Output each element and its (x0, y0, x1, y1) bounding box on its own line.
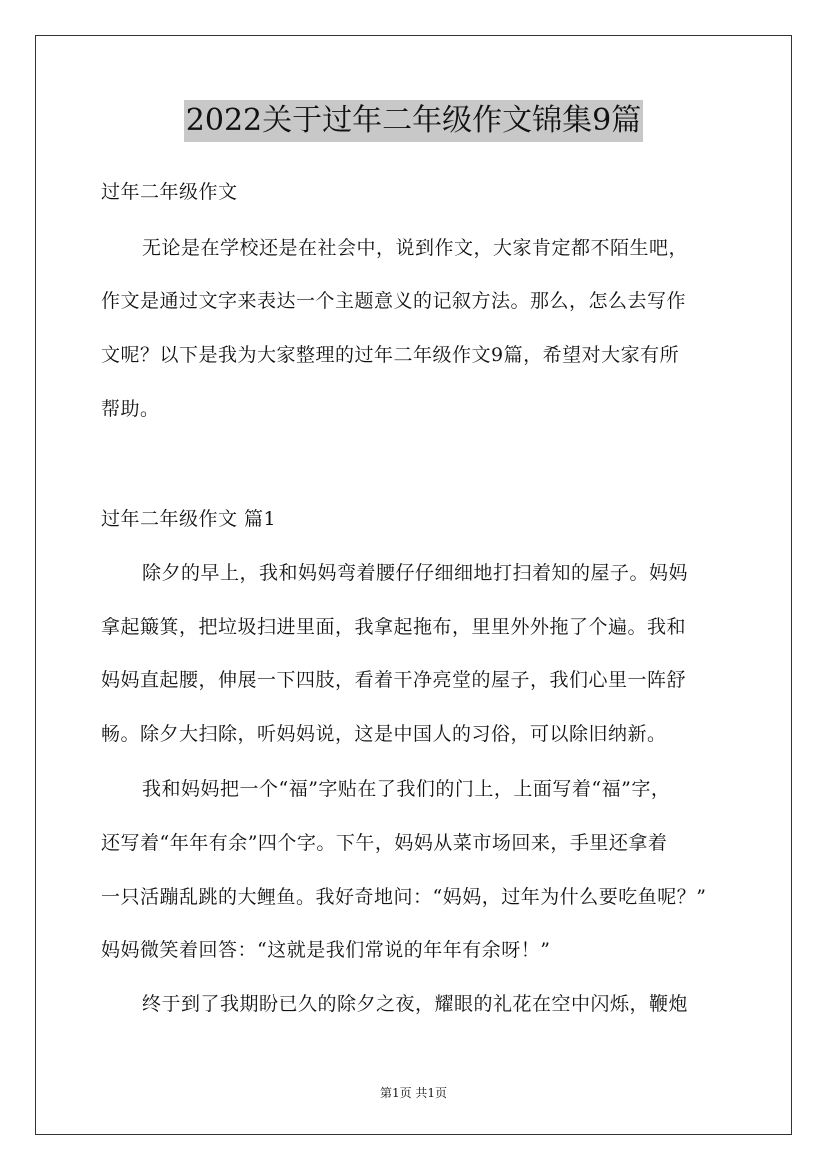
paragraph-line: 还写着“年年有余”四个字。下午，妈妈从菜市场回来，手里还拿着 (101, 832, 668, 854)
paragraph-line: 帮助。 (101, 398, 160, 420)
paragraph-line: 一只活蹦乱跳的大鲤鱼。我好奇地问：“妈妈，过年为什么要吃鱼呢？” (101, 886, 707, 908)
paragraph-line: 妈妈微笑着回答：“这就是我们常说的年年有余呀！” (101, 939, 551, 961)
paragraph-line: 文呢？以下是我为大家整理的过年二年级作文9篇，希望对大家有所 (101, 344, 680, 366)
paragraph-line: 我和妈妈把一个“福”字贴在了我们的门上，上面写着“福”字， (142, 778, 671, 800)
paragraph-line: 作文是通过文字来表达一个主题意义的记叙方法。那么，怎么去写作 (101, 290, 687, 312)
paragraph-line: 终于到了我期盼已久的除夕之夜，耀眼的礼花在空中闪烁，鞭炮 (142, 993, 689, 1015)
paragraph-line: 畅。除夕大扫除，听妈妈说，这是中国人的习俗，可以除旧纳新。 (101, 723, 667, 745)
section-heading: 过年二年级作文 (101, 181, 238, 203)
title-container (0, 100, 827, 142)
page-footer: 第1页 共1页 (379, 1086, 448, 1100)
paragraph-line: 妈妈直起腰，伸展一下四肢，看着干净亮堂的屋子，我们心里一阵舒 (101, 669, 687, 691)
paragraph-line: 无论是在学校还是在社会中，说到作文，大家肯定都不陌生吧， (142, 237, 689, 259)
paragraph-line: 拿起簸箕，把垃圾扫进里面，我拿起拖布，里里外外拖了个遍。我和 (101, 616, 687, 638)
document-title: 2022关于过年二年级作文锦集9篇 (184, 100, 643, 142)
paragraph-line: 除夕的早上，我和妈妈弯着腰仔仔细细地打扫着知的屋子。妈妈 (142, 562, 689, 584)
section-heading: 过年二年级作文 篇1 (101, 508, 277, 530)
